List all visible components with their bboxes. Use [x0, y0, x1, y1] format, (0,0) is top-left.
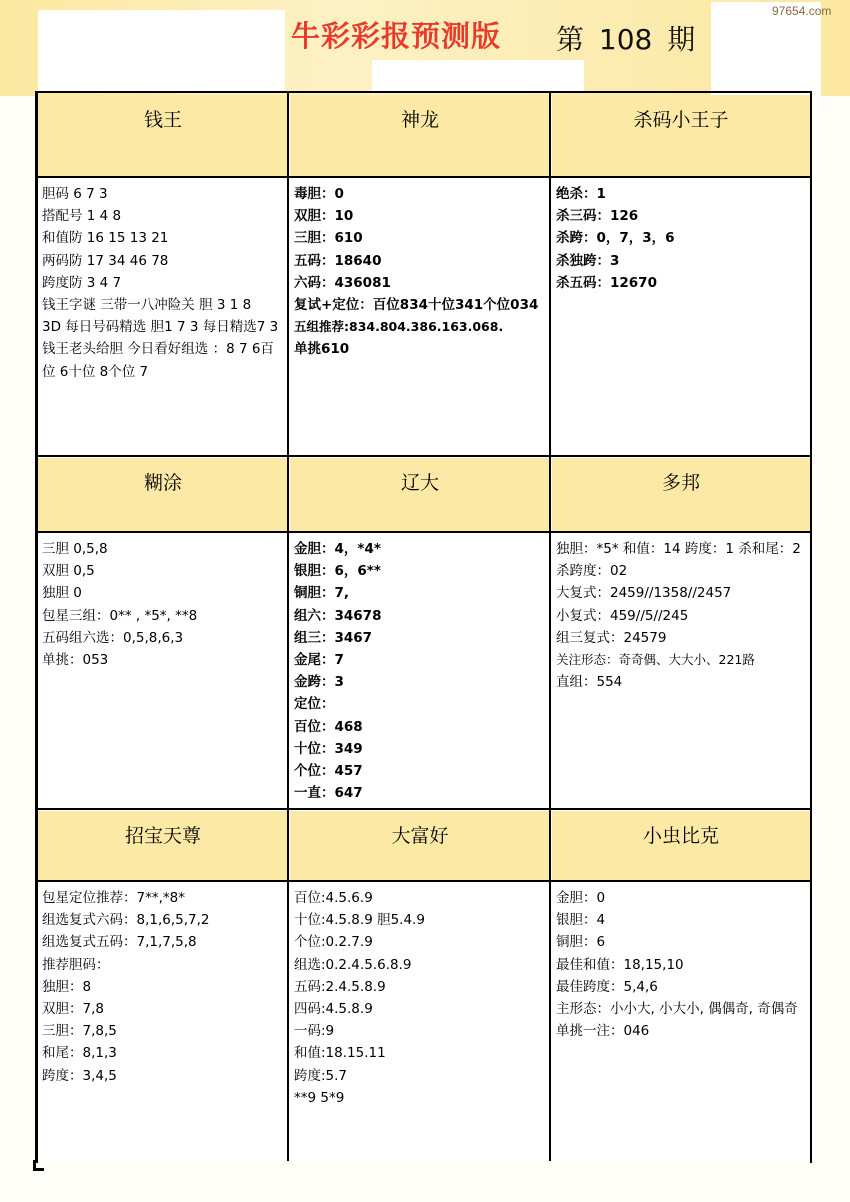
text-line: 金胆：0 — [556, 890, 606, 906]
text-line: 铜胆：6 — [556, 934, 606, 951]
text-line: 定位： — [294, 696, 335, 713]
text-line: 组选复式六码：8,1,6,5,7,2 — [42, 912, 210, 929]
text-line: 铜胆：7, — [294, 585, 350, 602]
grid-line — [287, 93, 289, 1161]
cell-title-zhaobao: 招宝天尊 — [38, 811, 288, 881]
site-watermark: 97654.com — [772, 4, 832, 18]
text-line: 组选复式五码：7,1,7,5,8 — [42, 934, 197, 951]
text-line: 胆码 6 7 3 — [42, 186, 108, 202]
grid-line — [549, 93, 551, 1161]
text-line: 单挑610 — [294, 341, 350, 358]
text-line: 组六：34678 — [294, 607, 382, 624]
text-line: 三胆：7,8,5 — [42, 1023, 117, 1040]
text-line: 百位：468 — [294, 718, 363, 735]
text-line: 三胆：610 — [294, 230, 363, 247]
text-line: 3D 每日号码精选 胆1 7 3 每日精选7 3 — [42, 319, 279, 336]
text-line: 大复式：2459//1358//2457 — [556, 585, 732, 602]
text-line: 直组：554 — [556, 674, 623, 691]
text-line: 包星三组：0** , *5*, **8 — [42, 607, 198, 624]
grid-line — [35, 455, 812, 457]
text-line: 小复式：459//5//245 — [556, 607, 689, 624]
text-line: 四码:4.5.8.9 — [294, 1001, 373, 1018]
cell-title-shama: 杀码小王子 — [552, 95, 810, 177]
cell-title-xiaochong: 小虫比克 — [552, 811, 810, 881]
text-line: 组三：3467 — [294, 629, 373, 646]
text-line: 跨度:5.7 — [294, 1067, 348, 1084]
text-line: **9 5*9 — [294, 1089, 345, 1106]
blank-patch-center — [372, 60, 584, 93]
grid-line — [35, 808, 812, 810]
text-line: 个位：457 — [294, 763, 363, 780]
text-line: 一直：647 — [294, 785, 363, 802]
text-line: 杀三码：126 — [556, 208, 639, 225]
cell-title-liaoda: 辽大 — [290, 458, 550, 532]
text-line: 个位:0.2.7.9 — [294, 934, 373, 951]
text-line: 复试+定位：百位834十位341个位034 — [294, 297, 539, 314]
grid-line — [35, 91, 812, 93]
text-line: 跨度防 3 4 7 — [42, 274, 122, 291]
text-line: 一码:9 — [294, 1023, 335, 1040]
text-line: 杀五码：12670 — [556, 274, 657, 291]
corner-mark — [33, 1160, 44, 1171]
text-line: 十位：349 — [294, 740, 363, 757]
text-line: 独胆：*5* 和值：14 跨度：1 杀和尾：2 杀跨度：02 — [556, 541, 801, 580]
text-line: 五码：18640 — [294, 252, 382, 269]
text-line: 十位:4.5.8.9 胆5.4.9 — [294, 912, 425, 929]
text-line: 单挑一注：046 — [556, 1023, 650, 1040]
text-line: 毒胆：0 — [294, 186, 344, 202]
text-line: 包星定位推荐：7**,*8* — [42, 890, 185, 906]
cell-title-shenlong: 神龙 — [290, 95, 550, 177]
text-line: 和尾：8,1,3 — [42, 1045, 117, 1062]
cell-title-hutu: 糊涂 — [38, 458, 288, 532]
text-line: 金跨：3 — [294, 674, 344, 691]
text-line: 两码防 17 34 46 78 — [42, 252, 169, 269]
text-line: 组选:0.2.4.5.6.8.9 — [294, 956, 412, 973]
text-line: 搭配号 1 4 8 — [42, 208, 122, 225]
text-line: 和值:18.15.11 — [294, 1045, 386, 1062]
cell-title-duobang: 多邦 — [552, 458, 810, 532]
text-line: 杀跨：0，7，3，6 — [556, 230, 675, 247]
text-line: 百位:4.5.6.9 — [294, 890, 373, 906]
text-line: 五码组六选：0,5,8,6,3 — [42, 629, 184, 646]
cell-title-qianwang: 钱王 — [38, 95, 288, 177]
text-line: 六码：436081 — [294, 274, 391, 291]
text-line: 关注形态：奇奇偶、大大小、221路 — [556, 652, 755, 668]
text-line: 最佳和值：18,15,10 — [556, 956, 684, 973]
text-line: 双胆：10 — [294, 208, 354, 225]
text-line: 杀独跨：3 — [556, 252, 620, 269]
text-line: 双胆：7,8 — [42, 1001, 104, 1018]
text-line: 三胆 0,5,8 — [42, 541, 108, 557]
text-line: 主形态：小小大, 小大小, 偶偶奇, 奇偶奇 — [556, 1001, 798, 1018]
text-line: 金尾：7 — [294, 652, 344, 669]
text-line: 和值防 16 15 13 21 — [42, 230, 169, 247]
text-line: 跨度：3,4,5 — [42, 1067, 117, 1084]
text-line: 推荐胆码： — [42, 956, 110, 973]
text-line: 独胆：8 — [42, 978, 92, 995]
text-line: 双胆 0,5 — [42, 563, 95, 580]
text-line: 五码:2.4.5.8.9 — [294, 978, 386, 995]
text-line: 银胆：4 — [556, 912, 606, 929]
text-line: 单挑：053 — [42, 652, 109, 669]
text-line: 金胆：4，*4* — [294, 541, 381, 557]
text-line: 五组推荐:834.804.386.163.068. — [294, 319, 504, 335]
text-line: 钱王字谜 三带一八冲险关 胆 3 1 8 — [42, 297, 252, 314]
blank-patch-left — [38, 10, 285, 92]
text-line: 组三复式：24579 — [556, 629, 667, 646]
text-line: 钱王老头给胆 今日看好组选 ：8 7 6百位 6十位 8个位 7 — [42, 341, 274, 380]
table-frame — [35, 93, 812, 1163]
text-line: 银胆：6，6** — [294, 563, 381, 580]
text-line: 最佳跨度：5,4,6 — [556, 978, 658, 995]
cell-title-dafuhao: 大富好 — [290, 811, 550, 881]
issue-number: 第 108 期 — [556, 23, 696, 56]
page-title: 牛彩彩报预测版 — [291, 19, 502, 53]
grid-line — [35, 176, 812, 178]
grid-line — [35, 880, 812, 882]
text-line: 绝杀：1 — [556, 186, 606, 202]
text-line: 独胆 0 — [42, 585, 82, 602]
grid-line — [35, 531, 812, 533]
